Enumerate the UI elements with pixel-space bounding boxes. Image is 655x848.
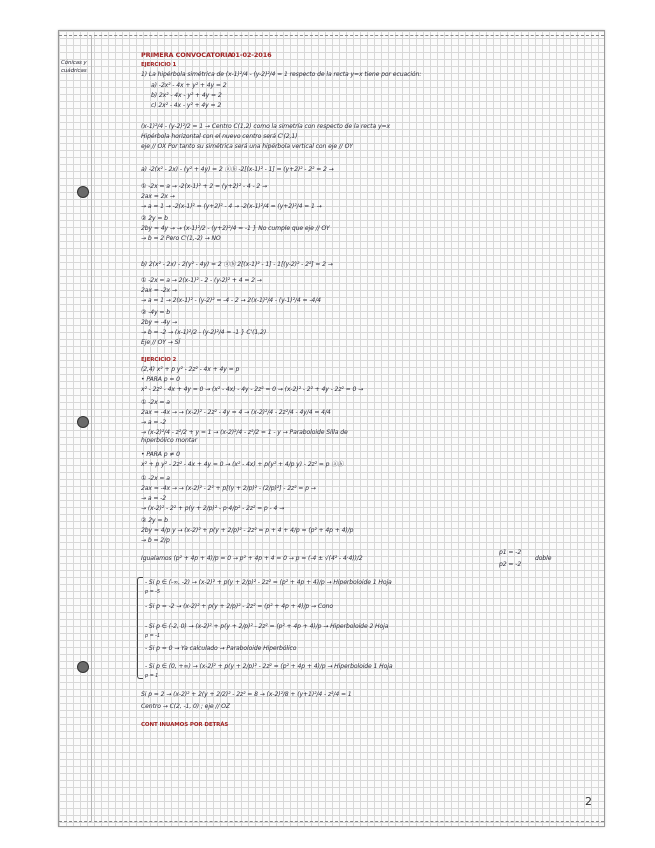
exercise2-case2-line-8: → b = 2/p (141, 537, 170, 544)
exercise1-a-step-6: → b = 2 Pero C'(1,-2) → NO (141, 235, 221, 242)
exercise2-root-double: doble (535, 555, 552, 562)
exercise1-a-step-1: ① -2x = a → -2(x-1)² + 2 = (y+2)² - 4 - 2 → (141, 183, 267, 190)
exercise1-b-step-7: Eje // OY → SÍ (141, 339, 181, 346)
exercise2-case-3: - Si p ∈ (-2, 0) → (x-2)² + p(y + 2/p)² - 2z² = (p² + 4p + 4)/p → Hiperboloide 2 Hoja (145, 623, 389, 630)
exercise2-heading: EJERCICIO 2 (141, 357, 177, 363)
exercise2-case1-line-2: ① -2x = a (141, 399, 170, 406)
exercise1-b-step-4: ② -4y = b (141, 309, 171, 316)
exercise2-case1-line-4: → a = -2 (141, 419, 167, 426)
exercise2-case-5: - Si p ∈ (0, +∞) → (x-2)² + p(y + 2/p)² - 2z² = (p² + 4p + 4)/p → Hiperboloide 1 Hoja (145, 663, 393, 670)
exercise1-b-line: b) 2(x² - 2x) - 2(y² - 4y) = 2 ⓐⓑ 2[(x-1)² - 1] - 1[(y-2)² - 2²] = 2 → (141, 261, 333, 268)
exercise2-case1-line-6: hiperbólico montar (141, 437, 198, 444)
exercise1-b-step-5: 2by = -4y → (141, 319, 177, 326)
exercise1-b-step-3: → a = 1 → 2(x-1)² - (y-2)² = -4 - 2 → 2(x-1)²/4 - (y-1)²/4 = -4/4 (141, 297, 321, 304)
exercise1-a-step-5: 2by = 4y → → (x-1)²/2 - (y+2)²/4 = -1 } No cumple que eje // OY (141, 225, 330, 232)
exercise1-b-step-2: 2ax = -2x → (141, 287, 177, 294)
exercise1-a-step-4: ② 2y = b (141, 215, 168, 222)
exercise1-a-line: a) -2(x² - 2x) - (y² + 4y) = 2 ⓐⓑ -2[(x-1)² - 1] = (y+2)² - 2² = 2 → (141, 166, 334, 173)
header-title: PRIMERA CONVOCATORIA (141, 51, 233, 59)
exercise1-heading: EJERCICIO 1 (141, 62, 177, 68)
exercise2-case-3-sample: p = -1 (145, 633, 160, 639)
exercise2-case-5-sample: p = 1 (145, 673, 159, 679)
exercise2-root-2: p2 = -2 (499, 561, 522, 568)
exercise2-case1-line-3: 2ax = -4x → → (x-2)² - 2z² - 4y = 4 → (x-2)²/4 - 2z²/4 - 4y/4 = 4/4 (141, 409, 331, 416)
exercise1-reasoning-3: eje // OX Por tanto su simétrica será una hipérbola vertical con eje // OY (141, 143, 353, 150)
exercise2-case2-line-2: ① -2x = a (141, 475, 170, 482)
exercise1-option-a: a) -2x² - 4x + y² + 4y = 2 (151, 82, 227, 89)
binder-hole-3 (77, 661, 89, 673)
exercise1-b-step-1: ① -2x = a → 2(x-1)² - 2 - (y-2)² + 4 = 2 → (141, 277, 262, 284)
margin-note-line-2: cuádricas (61, 68, 87, 74)
notebook-page (58, 30, 605, 827)
exercise1-statement: 1) La hipérbola simétrica de (x-1)²/4 - (y-2)²/4 = 1 respecto de la recta y=x tiene por ecuación: (141, 71, 422, 78)
exercise2-case2-title: • PARA p ≠ 0 (141, 451, 180, 458)
exercise2-case1-title: • PARA p = 0 (141, 376, 180, 383)
exercise1-b-step-6: → b = -2 → (x-1)²/2 - (y-2)²/4 = -1 } C'(1,2) (141, 329, 267, 336)
page-number: 2 (585, 795, 592, 808)
exercise1-a-step-2: 2ax = 2x → (141, 193, 175, 200)
exercise1-a-step-3: → a = 1 → -2(x-1)² = (y+2)² - 4 → -2(x-1)²/4 = (y+2)²/4 = 1 → (141, 203, 322, 210)
exercise2-case2-line-1: x² + p y² - 2z² - 4x + 4y = 0 → (x² - 4x) + p(y² + 4/p y) - 2z² = p ⓐⓑ (141, 461, 344, 468)
margin-note-line-1: Cónicas y (61, 60, 87, 66)
exercise1-reasoning-1: (x-1)²/4 - (y-2)²/2 = 1 → Centro C(1,2) como la simetría con respecto de la recta y=x (141, 123, 390, 130)
exercise2-case2-line-4: → a = -2 (141, 495, 167, 502)
exercise2-case2-line-3: 2ax = -4x → → (x-2)² - 2² + p[(y + 2/p)² - (2/p)²] - 2z² = p → (141, 485, 316, 492)
continued-note: CONT INUAMOS POR DETRÁS (141, 722, 229, 728)
exercise2-case-2: - Si p = -2 → (x-2)² + p(y + 2/p)² - 2z² = (p² + 4p + 4)/p → Cono (145, 603, 334, 610)
binder-hole-1 (77, 186, 89, 198)
exercise2-case2-line-5: → (x-2)² - 2² + p(y + 2/p)² - p·4/p² - 2z² = p - 4 → (141, 505, 285, 512)
exercise2-statement: (2,4) x² + p y² - 2z² - 4x + 4y = p (141, 366, 240, 373)
exercise2-case1-line-5: → (x-2)²/4 - z²/2 + y = 1 → (x-2)²/4 - z²/2 = 1 - y → Paraboloide Silla de (141, 429, 348, 436)
exercise2-case-4: - Si p = 0 → Ya calculado → Paraboloide Hiperbólico (145, 645, 297, 652)
exercise1-option-b: b) 2x² - 4x - y² + 4y = 2 (151, 92, 222, 99)
exercise2-case2-line-6: ② 2y = b (141, 517, 168, 524)
binder-hole-2 (77, 416, 89, 428)
exercise2-final-1: Si p = 2 → (x-2)² + 2(y + 2/2)² - 2z² = 8 → (x-2)²/8 + (y+1)²/4 - z²/4 = 1 (141, 691, 352, 698)
perforation-bottom (59, 821, 604, 826)
exercise2-case-1-sample: p = -5 (145, 589, 160, 595)
exercise2-case1-line-1: x² - 2z² - 4x + 4y = 0 → (x² - 4x) - 4y - 2z² = 0 → (x-2)² - 2² + 4y - 2z² = 0 → (141, 386, 364, 393)
margin-line (91, 35, 92, 822)
exercise2-final-2: Centro → C(2, -1, 0) ; eje // OZ (141, 703, 230, 710)
exercise2-case-1: - Si p ∈ (-∞, -2) → (x-2)² + p(y + 2/p)² - 2z² = (p² + 4p + 4)/p → Hiperboloide 1 Hoja (145, 579, 392, 586)
perforation-top (59, 31, 604, 36)
exercise2-igualamos: Igualamos (p² + 4p + 4)/p = 0 → p² + 4p + 4 = 0 → p = (-4 ± √(4² - 4·4))/2 (141, 555, 363, 562)
header-date: 01-02-2016 (231, 51, 272, 59)
cases-brace (137, 577, 143, 679)
exercise1-option-c: c) 2x² - 4x - y² + 4y = 2 (151, 102, 222, 109)
exercise2-root-1: p1 = -2 (499, 549, 522, 556)
exercise2-case2-line-7: 2by = 4/p y → (x-2)² + p(y + 2/p)² - 2z² = p + 4 + 4/p = (p² + 4p + 4)/p (141, 527, 354, 534)
exercise1-reasoning-2: Hipérbola horizontal con el nuevo centro será C'(2,1) (141, 133, 298, 140)
